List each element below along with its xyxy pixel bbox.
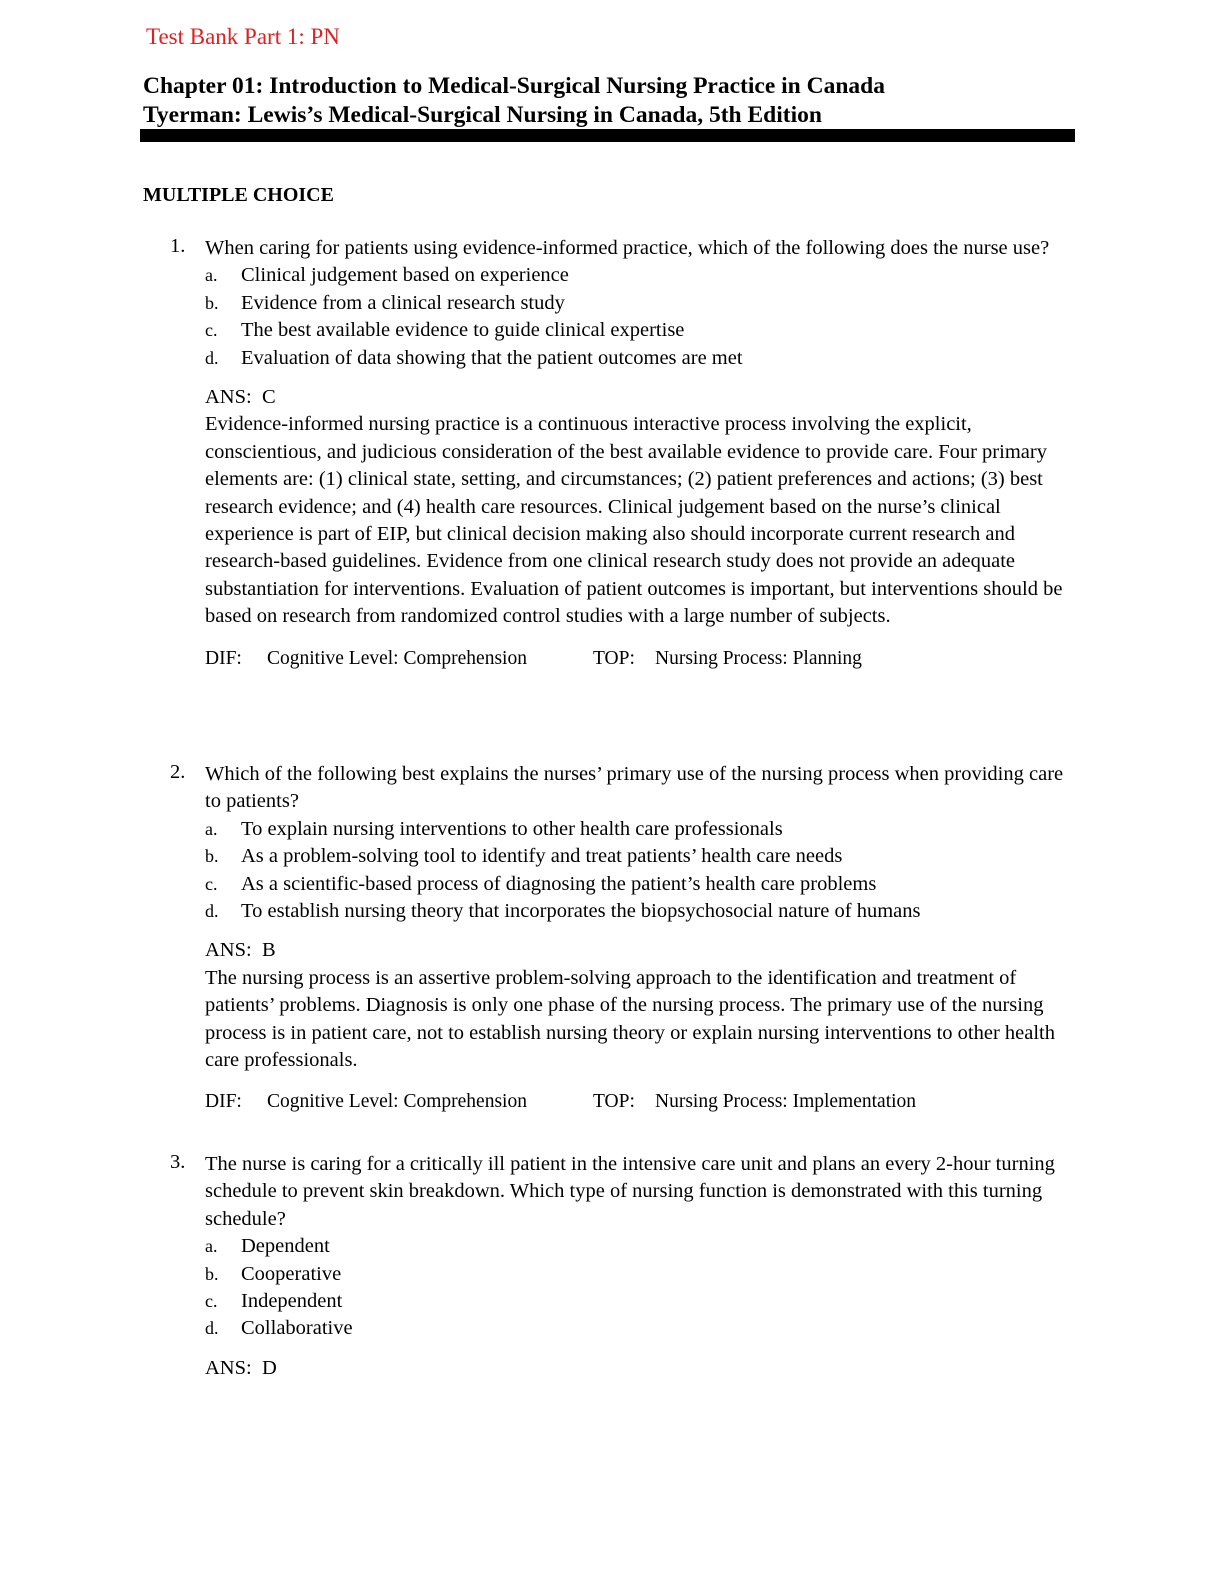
option-a: a. Dependent: [205, 1235, 330, 1258]
option-b: b. Evidence from a clinical research study: [205, 291, 565, 314]
topic-value: Nursing Process: Implementation: [655, 1091, 917, 1113]
option-a: a. To explain nursing interventions to other health care professionals: [205, 817, 783, 840]
answer-line: ANS: D: [205, 1356, 277, 1379]
answer-value: B: [261, 939, 276, 962]
option-list: [205, 816, 1070, 926]
book-title: Tyerman: Lewis’s Medical-Surgical Nursing in Canada, 5th Edition: [143, 102, 822, 128]
question-number: 1.: [170, 235, 186, 257]
option-b: b. Cooperative: [205, 1262, 342, 1285]
question-2: [160, 761, 1070, 1115]
question-metadata: DIF: Cognitive Level: Comprehension TOP: Nursing Process: Planning: [205, 645, 1070, 672]
option-list: [205, 262, 1070, 372]
option-d: d. Collaborative: [205, 1317, 353, 1340]
option-c: c. As a scientific-based process of diagnosing the patient’s health care problems: [205, 872, 877, 895]
question-metadata: DIF: Cognitive Level: Comprehension TOP: Nursing Process: Implementation: [205, 1088, 1070, 1115]
option-d: d. To establish nursing theory that incorporates the biopsychosocial nature of humans: [205, 900, 921, 923]
option-a: a. Clinical judgement based on experience: [205, 264, 569, 287]
question-number: 3.: [170, 1151, 186, 1173]
question-stem: The nurse is caring for a critically ill patient in the intensive care unit and plans an every 2-hour turning schedule to prevent skin breakdown. Which type of nursing function is demonstrated with this turning schedule?: [205, 1153, 1055, 1230]
section-heading: MULTIPLE CHOICE: [143, 184, 334, 206]
question-3: [160, 1151, 1070, 1382]
title-divider: [140, 129, 1075, 142]
question-1: [160, 235, 1070, 672]
test-bank-label: Test Bank Part 1: PN: [146, 24, 340, 49]
question-number: 2.: [170, 761, 186, 783]
difficulty-value: Cognitive Level: Comprehension: [267, 1091, 527, 1113]
rationale: Evidence-informed nursing practice is a continuous interactive process involving the explicit, conscientious, and judicious consideration of the best available evidence to provide care. Four primary elements are: (1) clinical state, setting, and circumstances; (2) patient preferences and actions; (3) best research evidence; and (4) health care resources. Clinical judgement based on the nurse’s clinical experience is part of EIP, but clinical decision making also should incorporate current research and research-based guidelines. Evidence from one clinical research study does not provide an adequate substantiation for interventions. Evaluation of patient outcomes is important, but interventions should be based on research from randomized control studies with a large number of subjects.: [205, 413, 1063, 628]
answer-line: ANS: C: [205, 386, 276, 409]
difficulty-value: Cognitive Level: Comprehension: [267, 647, 527, 669]
chapter-title: Chapter 01: Introduction to Medical-Surgical Nursing Practice in Canada: [143, 73, 885, 99]
option-b: b. As a problem-solving tool to identify and treat patients’ health care needs: [205, 845, 843, 868]
option-c: c. The best available evidence to guide clinical expertise: [205, 319, 685, 342]
answer-line: ANS: B: [205, 939, 276, 962]
answer-value: C: [261, 386, 276, 409]
option-list: [205, 1233, 1070, 1343]
answer-value: D: [261, 1356, 277, 1379]
rationale: The nursing process is an assertive problem-solving approach to the identification and treatment of patients’ problems. Diagnosis is only one phase of the nursing process. The primary use of the nursing process is in patient care, not to establish nursing theory or explain nursing interventions to other health care professionals.: [205, 966, 1055, 1072]
option-d: d. Evaluation of data showing that the patient outcomes are met: [205, 346, 743, 369]
topic-value: Nursing Process: Planning: [655, 647, 862, 669]
option-c: c. Independent: [205, 1290, 343, 1313]
question-stem: Which of the following best explains the nurses’ primary use of the nursing process when providing care to patients?: [205, 763, 1064, 813]
chapter-title-block: [143, 72, 1075, 130]
question-stem: When caring for patients using evidence-informed practice, which of the following does the nurse use?: [205, 237, 1050, 259]
